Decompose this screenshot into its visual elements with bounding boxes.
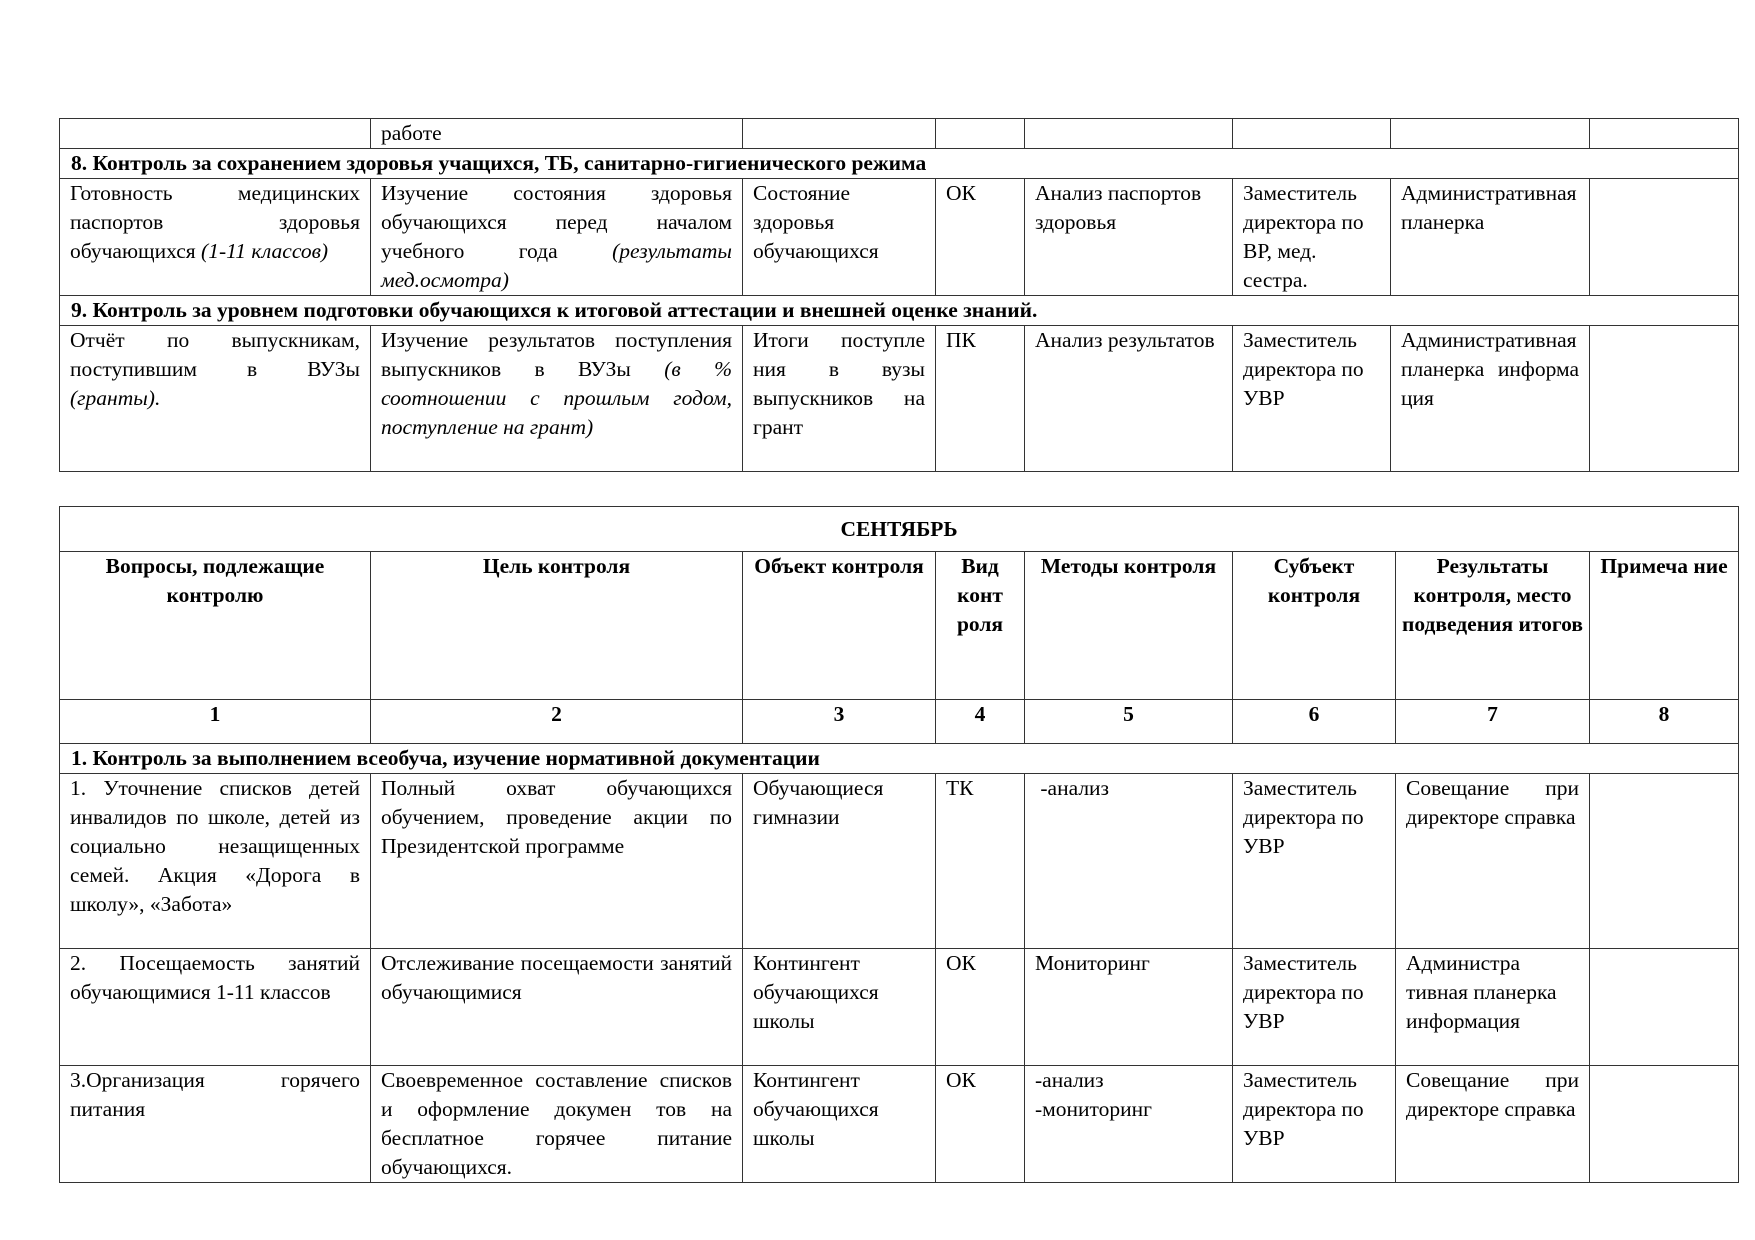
section-row-9 (60, 296, 1739, 326)
result-cell: Административная планерка информация (1391, 326, 1590, 472)
question-italic-text: (гранты). (70, 386, 161, 410)
header-object: Объект контроля (743, 552, 936, 700)
type-cell: ОК (936, 949, 1025, 1066)
goal-cell (371, 179, 743, 296)
subject-cell: Заместитель директора по ВР, мед. сестра. (1233, 179, 1391, 296)
subject-cell: Заместитель директора по УВР (1233, 326, 1391, 472)
method-cell: Анализ паспортов здоровья (1025, 179, 1233, 296)
empty-cell (60, 119, 371, 149)
result-cell: Совещание при директоре справка (1396, 774, 1590, 949)
subject-cell: Заместитель директора по УВР (1233, 774, 1396, 949)
empty-cell (936, 119, 1025, 149)
table-row (60, 179, 1739, 296)
empty-cell (1391, 119, 1590, 149)
column-number: 8 (1590, 700, 1739, 744)
method-cell: -анализ -мониторинг (1025, 1066, 1233, 1183)
method-cell: Мониторинг (1025, 949, 1233, 1066)
goal-text: Изучение состояния здоровья обучающихся перед началом учебного года (381, 181, 732, 263)
month-title: СЕНТЯБРЬ (60, 507, 1739, 552)
header-goal: Цель контроля (371, 552, 743, 700)
type-cell: ТК (936, 774, 1025, 949)
goal-cell (371, 326, 743, 472)
goal-cell: Своевременное составление списков и оформление докумен тов на бесплатное горячее питание обучающихся. (371, 1066, 743, 1183)
continuation-row (60, 119, 1739, 149)
section-heading-9: 9. Контроль за уровнем подготовки обучающихся к итоговой аттестации и внешней оценке знаний. (60, 296, 1739, 326)
goal-italic-text: (результаты мед.осмотра) (381, 239, 732, 292)
goal-text: Изучение результатов поступления выпускников в ВУЗы (381, 328, 732, 381)
result-cell: Совещание при директоре справка (1396, 1066, 1590, 1183)
method-cell: Анализ результатов (1025, 326, 1233, 472)
object-cell: Итоги поступле ния в вузы выпускников на грант (743, 326, 936, 472)
header-row (60, 552, 1739, 700)
section-heading-8: 8. Контроль за сохранением здоровья учащихся, ТБ, санитарно-гигиенического режима (60, 149, 1739, 179)
column-number: 2 (371, 700, 743, 744)
goal-cell: Полный охват обучающихся обучением, проведение акции по Президентской программе (371, 774, 743, 949)
column-number: 6 (1233, 700, 1396, 744)
question-text: Отчёт по выпускникам, поступившим в ВУЗы (70, 328, 360, 381)
column-number: 7 (1396, 700, 1590, 744)
question-cell: 1. Уточнение списков детей инвалидов по школе, детей из социально незащищенных семей. Акция «Дорога в школу», «Забота» (60, 774, 371, 949)
question-cell (60, 326, 371, 472)
section-row-1 (60, 744, 1739, 774)
header-questions: Вопросы, подлежащие контролю (60, 552, 371, 700)
table-row (60, 326, 1739, 472)
subject-cell: Заместитель директора по УВР (1233, 1066, 1396, 1183)
header-results: Результаты контроля, место подведения итогов (1396, 552, 1590, 700)
result-cell: Административная планерка (1391, 179, 1590, 296)
control-plan-table-continued (59, 118, 1739, 472)
note-cell (1590, 326, 1739, 472)
question-italic-text: (1-11 классов) (201, 239, 329, 263)
header-type: Вид конт роля (936, 552, 1025, 700)
table-row (60, 1066, 1739, 1183)
type-cell: ПК (936, 326, 1025, 472)
object-cell: Контингент обучающихся школы (743, 949, 936, 1066)
empty-cell (1590, 119, 1739, 149)
section-row-8 (60, 149, 1739, 179)
goal-cell: Отслеживание посещаемости занятий обучающимися (371, 949, 743, 1066)
month-title-row (60, 507, 1739, 552)
section-heading-1: 1. Контроль за выполнением всеобуча, изучение нормативной документации (60, 744, 1739, 774)
note-cell (1590, 774, 1739, 949)
note-cell (1590, 949, 1739, 1066)
method-cell: -анализ (1025, 774, 1233, 949)
question-cell: 2. Посещаемость занятий обучающимися 1-11 классов (60, 949, 371, 1066)
continuation-cell: работе (371, 119, 743, 149)
object-cell: Контингент обучающихся школы (743, 1066, 936, 1183)
type-cell: ОК (936, 179, 1025, 296)
header-note: Примеча ние (1590, 552, 1739, 700)
table-row (60, 949, 1739, 1066)
object-cell: Состояние здоровья обучающихся (743, 179, 936, 296)
column-number: 3 (743, 700, 936, 744)
note-cell (1590, 179, 1739, 296)
question-cell (60, 179, 371, 296)
column-number: 4 (936, 700, 1025, 744)
type-cell: ОК (936, 1066, 1025, 1183)
question-cell: 3.Организация горячего питания (60, 1066, 371, 1183)
column-number: 1 (60, 700, 371, 744)
empty-cell (743, 119, 936, 149)
question-text: Готовность медицинских паспортов здоровья обучающихся (70, 181, 360, 263)
result-cell: Администра тивная планерка информация (1396, 949, 1590, 1066)
header-methods: Методы контроля (1025, 552, 1233, 700)
subject-cell: Заместитель директора по УВР (1233, 949, 1396, 1066)
column-number: 5 (1025, 700, 1233, 744)
goal-italic-text: (в % соотношении с прошлым годом, поступление на грант) (381, 357, 732, 439)
note-cell (1590, 1066, 1739, 1183)
empty-cell (1025, 119, 1233, 149)
column-number-row (60, 700, 1739, 744)
table-row (60, 774, 1739, 949)
header-subject: Субъект контроля (1233, 552, 1396, 700)
empty-cell (1233, 119, 1391, 149)
september-control-table (59, 506, 1739, 1183)
object-cell: Обучающиеся гимназии (743, 774, 936, 949)
